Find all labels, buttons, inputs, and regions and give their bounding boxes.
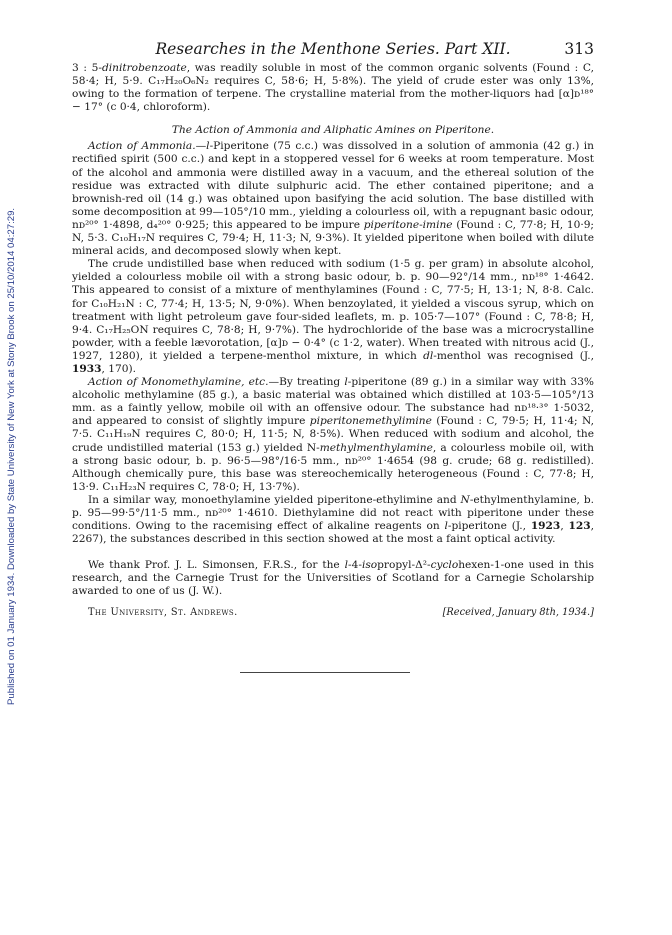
paragraph-acknowledgements: We thank Prof. J. L. Simonsen, F.R.S., for the l-4-isopropyl-Δ²-cyclohexen-1-one used in this research, and the Carnegie Trust for the Universities of Scotland for a Carnegie Scholarship awarded to one of us (J. W.). — [72, 559, 594, 598]
institution: The University, St. Andrews. — [88, 606, 238, 618]
article-footer — [72, 607, 594, 621]
received-date: [Received, January 8th, 1934.] — [442, 606, 594, 618]
paragraph-reduction: The crude undistilled base when reduced with sodium (1·5 g. per gram) in absolute alcohol, yielded a colourless mobile oil with a strong basic odour, b. p. 90—92°/14 mm., nᴅ¹⁸° 1·4642. This appeared to consist of a mixture of menthylamines (Found : C, 77·5; H, 13·1; N, 8·8. Calc. for C₁₀H₂₁N : C, 77·4; H, 13·5; N, 9·0%). When benzoylated, it yielded a viscous syrup, which on treatment with light petroleum gave four-sided leaflets, m. p. 105·7—107° (Found : C, 78·8; H, 9·4. C₁₇H₂₅ON requires C, 78·8; H, 9·7%). The hydrochloride of the base was a microcrystalline powder, with a feeble lævorotation, [α]ᴅ − 0·4° (c 1·2, water). When treated with nitrous acid (J., 1927, 1280), it yielded a terpene-menthol mixture, in which dl-menthol was recognised (J., 1933, 170). — [72, 258, 594, 375]
download-margin-note-text: Published on 01 January 1934. Downloaded by State University of New York at Stony Brook on 25/10/2014 04:27:29. — [6, 207, 17, 705]
page — [72, 40, 594, 621]
running-header — [72, 40, 594, 62]
paragraph-action-of-ammonia: Action of Ammonia.—l-Piperitone (75 c.c.) was dissolved in a solution of ammonia (42 g.) in rectified spirit (500 c.c.) and kept in a stoppered vessel for 6 weeks at room temperature. Most of the alcohol and ammonia were distilled away in a vacuum, and the ethereal solution of the residue was extracted with dilute sulphuric acid. The ether contained piperitone; and a brownish-red oil (14 g.) was obtained upon basifying the acid solution. The base distilled with some decomposition at 99—105°/10 mm., yielding a colourless oil, with a repugnant basic odour, nᴅ²⁰° 1·4898, d₄²⁰° 0·925; this appeared to be impure piperitone-imine (Found : C, 77·8; H, 10·9; N, 5·3. C₁₀H₁₇N requires C, 79·4; H, 11·3; N, 9·3%). It yielded piperitone when boiled with dilute mineral acids, and decomposed slowly when kept. — [72, 140, 594, 258]
section-heading: The Action of Ammonia and Aliphatic Amines on Piperitone. — [171, 124, 495, 137]
paragraph-monomethylamine: Action of Monomethylamine, etc.—By treating l-piperitone (89 g.) in a similar way with 33% alcoholic methylamine (85 g.), a basic material was obtained which distilled at 103·5—105°/13 mm. as a faintly yellow, mobile oil with an offensive odour. The substance had nᴅ¹⁸·³° 1·5032, and appeared to consist of slightly impure piperitonemethylimine (Found : C, 79·5; H, 11·4; N, 7·5. C₁₁H₁₉N requires C, 80·0; H, 11·5; N, 8·5%). When reduced with sodium and alcohol, the crude undistilled material (153 g.) yielded N-methylmenthylamine, a colourless mobile oil, with a strong basic odour, b. p. 96·5—98°/16·5 mm., nᴅ²⁰° 1·4654 (98 g. crude; 68 g. redistilled). Although chemically pure, this base was stereochemically heterogeneous (Found : C, 77·8; H, 13·9. C₁₁H₂₃N requires C, 78·0; H, 13·7%). — [72, 376, 595, 493]
page-number: 313 — [564, 40, 594, 58]
end-rule — [240, 672, 410, 673]
running-title: Researches in the Menthone Series. Part XII. — [155, 40, 511, 58]
download-margin-note — [6, 96, 24, 816]
paragraph-dinitrobenzoate: 3 : 5-dinitrobenzoate, was readily soluble in most of the common organic solvents (Found : C, 58·4; H, 5·9. C₁₇H₂₀O₆N₂ requires C, 58·6; H, 5·8%). The yield of crude ester was only 13%, owing to the formation of terpene. The crystalline material from the mother-liquors had [α]ᴅ¹⁸° − 17° (c 0·4, chloroform). — [72, 62, 594, 114]
paragraph-monoethylamine: In a similar way, monoethylamine yielded piperitone-ethylimine and N-ethylmenthylamine, b. p. 95—99·5°/11·5 mm., nᴅ²⁰° 1·4610. Diethylamine did not react with piperitone under these conditions. Owing to the racemising effect of alkaline reagents on l-piperitone (J., 1923, 123, 2267), the substances described in this section showed at the most a faint optical activity. — [72, 493, 594, 546]
